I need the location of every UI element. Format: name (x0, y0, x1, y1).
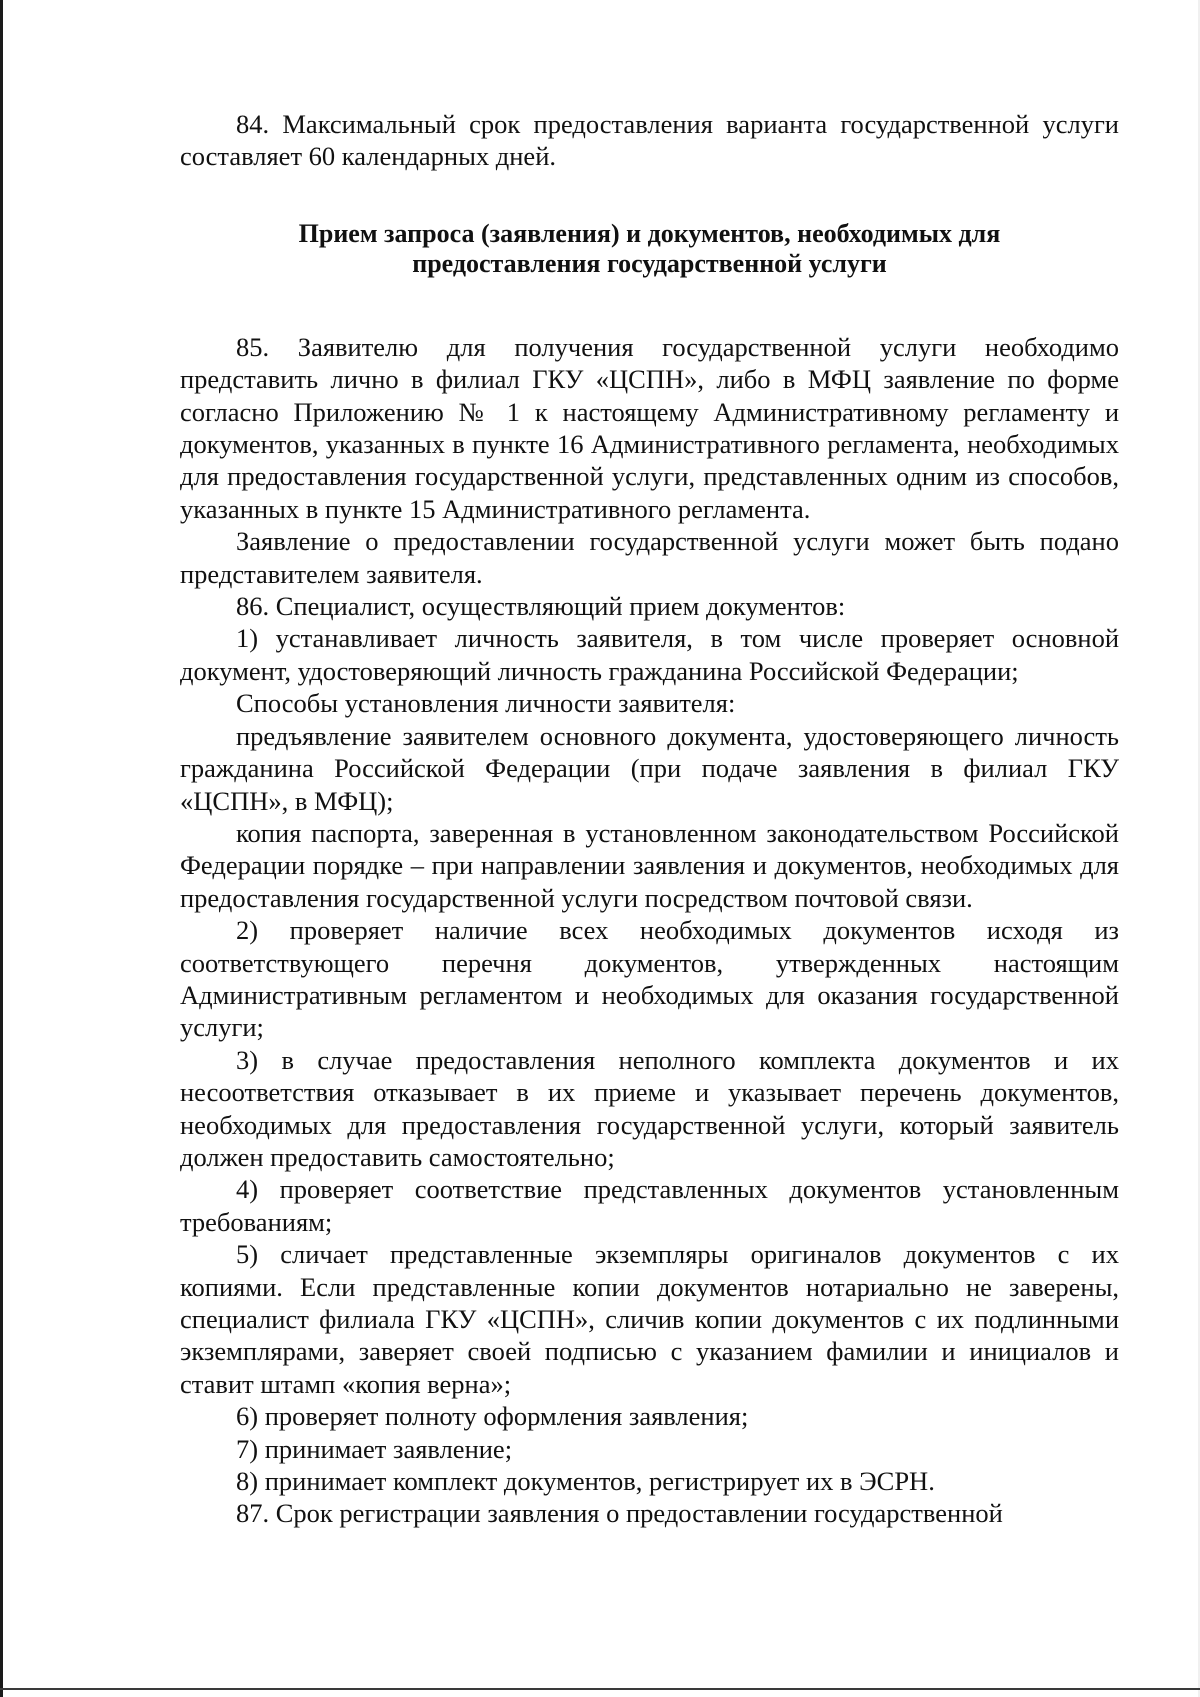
list-item-8: 8) принимает комплект документов, регистрирует их в ЭСРН. (236, 1466, 935, 1497)
spacer (180, 279, 1119, 331)
paragraph-86: 86. Специалист, осуществляющий прием документов: (236, 591, 846, 622)
list-item-2: 2) проверяет наличие всех необходимых документов исходя из соответствующего перечня документов, утвержденных настоящим Административным регламентом и необходимых для оказания государственной услуги; (180, 915, 1119, 1043)
paragraph-87: 87. Срок регистрации заявления о предоставлении государственной (236, 1498, 1003, 1529)
list-item-4: 4) проверяет соответствие представленных документов установленным требованиям; (180, 1174, 1119, 1237)
list-item-5: 5) сличает представленные экземпляры оригиналов документов с их копиями. Если представленные копии документов нотариально не заверены, специалист филиала ГКУ «ЦСПН», сличив копии документов с их подлинными экземплярами, заверяет своей подписью с указанием фамилии и инициалов и ставит штамп «копия верна»; (180, 1239, 1119, 1399)
scan-bottom-border (0, 1688, 1200, 1690)
list-item-1: 1) устанавливает личность заявителя, в том числе проверяет основной документ, удостоверяющий личность гражданина Российской Федерации; (180, 623, 1119, 686)
spacer (180, 173, 1119, 219)
document-body (180, 108, 1119, 1530)
list-item-3: 3) в случае предоставления неполного комплекта документов и их несоответствия отказывает в их приеме и указывает перечень документов, необходимых для предоставления государственной услуги, который заявитель должен предоставить самостоятельно; (180, 1044, 1119, 1172)
paragraph-passport-copy: копия паспорта, заверенная в установленном законодательством Российской Федерации порядке – при направлении заявления и документов, необходимых для предоставления государственной услуги посредством почтовой связи. (180, 817, 1119, 913)
scan-left-border (0, 0, 3, 1697)
paragraph-presentation: предъявление заявителем основного документа, удостоверяющего личность гражданина Российской Федерации (при подаче заявления в филиал ГКУ «ЦСПН», в МФЦ); (180, 720, 1119, 816)
paragraph-identity-methods: Способы установления личности заявителя: (236, 688, 736, 719)
list-item-7: 7) принимает заявление; (236, 1433, 513, 1464)
paragraph-representative: Заявление о предоставлении государственной услуги может быть подано представителем заявителя. (180, 526, 1119, 589)
section-heading: Прием запроса (заявления) и документов, необходимых для предоставления государственной услуги (298, 218, 1001, 278)
paragraph-85: 85. Заявителю для получения государственной услуги необходимо представить лично в филиал ГКУ «ЦСПН», либо в МФЦ заявление по форме согласно Приложению № 1 к настоящему Административному регламенту и документов, указанных в пункте 16 Административного регламента, необходимых для предоставления государственной услуги, представленных одним из способов, указанных в пункте 15 Административного регламента. (180, 331, 1119, 524)
list-item-6: 6) проверяет полноту оформления заявления; (236, 1401, 749, 1432)
paragraph-84: 84. Максимальный срок предоставления варианта государственной услуги составляет 60 календарных дней. (180, 109, 1119, 172)
